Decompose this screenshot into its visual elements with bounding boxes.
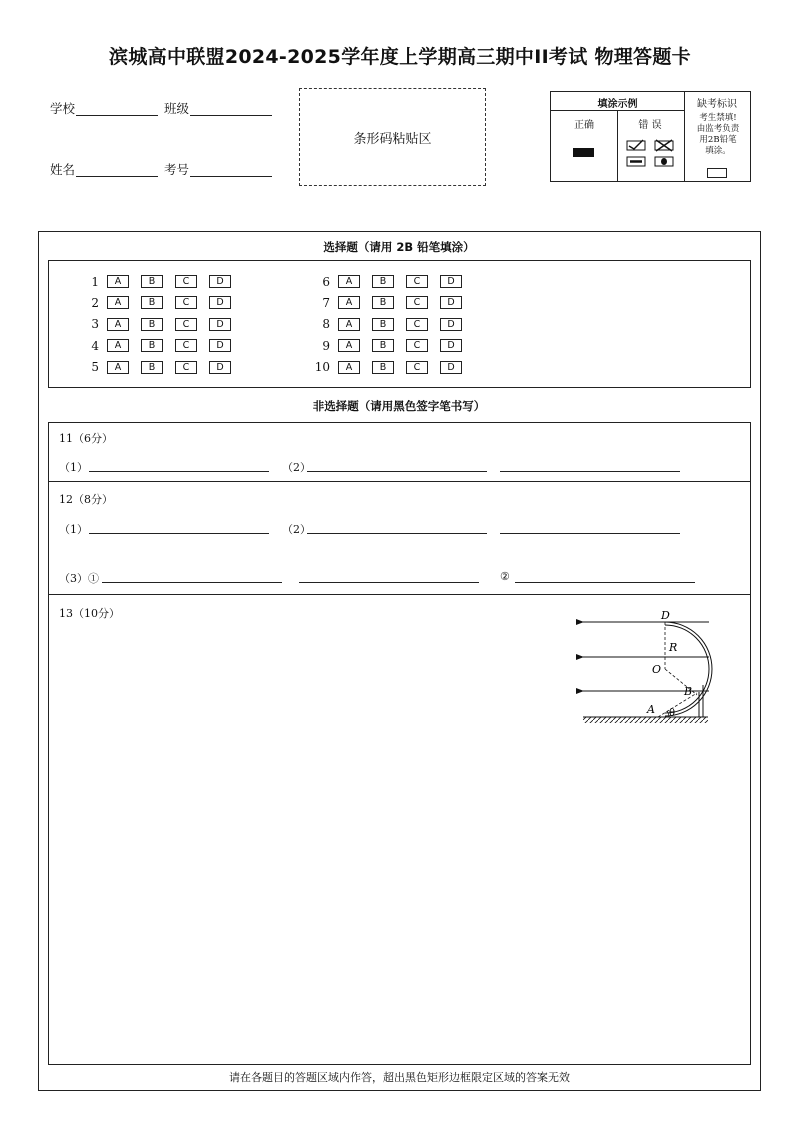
- name-field[interactable]: [76, 161, 158, 177]
- choice-question-row: [310, 359, 474, 376]
- absent-note: [686, 113, 750, 157]
- option-bubble-c[interactable]: C: [175, 361, 197, 374]
- question-number: 7: [322, 295, 330, 310]
- option-bubble-d[interactable]: D: [440, 296, 462, 309]
- option-bubble-b[interactable]: B: [372, 296, 394, 309]
- option-bubble-b[interactable]: B: [141, 318, 163, 331]
- option-bubble-c[interactable]: C: [406, 339, 428, 352]
- wrong-label: 错 误: [638, 120, 662, 131]
- q11-part2-label: （2）: [282, 461, 311, 474]
- exam-no-label: 考号: [164, 162, 190, 177]
- option-bubble-b[interactable]: B: [141, 339, 163, 352]
- option-bubble-a[interactable]: A: [338, 275, 360, 288]
- q12-answer-line-2[interactable]: [307, 533, 487, 534]
- q13-label: 13（10分）: [59, 607, 120, 620]
- absent-note-line-1: 考生禁填!: [699, 113, 737, 123]
- label-O: O: [652, 663, 662, 676]
- option-bubble-a[interactable]: A: [107, 318, 129, 331]
- q11-answer-line-3[interactable]: [500, 471, 680, 472]
- option-bubble-b[interactable]: B: [141, 275, 163, 288]
- question-number: 3: [91, 317, 99, 332]
- q12-answer-line-4[interactable]: [102, 582, 282, 583]
- q12-answer-line-3[interactable]: [500, 533, 680, 534]
- absent-title: 缺考标识: [697, 99, 737, 110]
- option-bubble-d[interactable]: D: [440, 361, 462, 374]
- choice-section-title: 选择题（请用 2B 铅笔填涂）: [323, 240, 475, 254]
- q11-label: 11（6分）: [59, 432, 113, 445]
- option-bubble-c[interactable]: C: [406, 275, 428, 288]
- q12-answer-line-1[interactable]: [89, 533, 269, 534]
- option-bubble-c[interactable]: C: [175, 318, 197, 331]
- option-bubble-b[interactable]: B: [372, 318, 394, 331]
- class-label: 班级: [164, 101, 190, 116]
- option-bubble-c[interactable]: C: [406, 318, 428, 331]
- option-bubble-d[interactable]: D: [440, 339, 462, 352]
- nonchoice-section-title: 非选择题（请用黑色签字笔书写）: [312, 399, 486, 413]
- q11-answer-line-1[interactable]: [89, 471, 269, 472]
- option-bubble-c[interactable]: C: [175, 339, 197, 352]
- option-bubble-c[interactable]: C: [406, 361, 428, 374]
- correct-fill-icon: [573, 148, 594, 157]
- option-bubble-d[interactable]: D: [440, 318, 462, 331]
- choice-question-row: [79, 316, 243, 333]
- question-number: 5: [91, 360, 99, 375]
- option-bubble-d[interactable]: D: [440, 275, 462, 288]
- option-bubble-d[interactable]: D: [209, 361, 231, 374]
- option-bubble-d[interactable]: D: [209, 339, 231, 352]
- fill-example-title: 填涂示例: [597, 99, 638, 110]
- option-bubble-c[interactable]: C: [175, 296, 197, 309]
- q12-answer-line-5[interactable]: [299, 582, 479, 583]
- option-bubble-a[interactable]: A: [107, 361, 129, 374]
- q12-part3-label: （3）①: [59, 572, 99, 585]
- absent-note-line-3: 用2B铅笔: [699, 135, 737, 145]
- label-D: D: [661, 609, 670, 622]
- choice-box: [48, 260, 751, 388]
- question-number: 6: [322, 274, 330, 289]
- option-bubble-a[interactable]: A: [338, 296, 360, 309]
- footer-note: 请在各题目的答题区域内作答，超出黑色矩形边框限定区域的答案无效: [229, 1071, 570, 1084]
- barcode-area: [299, 88, 486, 186]
- question-number: 1: [91, 274, 99, 289]
- option-bubble-a[interactable]: A: [107, 339, 129, 352]
- page-title: 滨城高中联盟2024-2025学年度上学期高三期中II考试 物理答题卡: [109, 46, 691, 68]
- option-bubble-b[interactable]: B: [141, 296, 163, 309]
- label-theta: θ: [669, 708, 676, 719]
- choice-question-row: [310, 294, 474, 311]
- q11-part1-label: （1）: [59, 461, 88, 474]
- option-bubble-a[interactable]: A: [338, 339, 360, 352]
- label-R: R: [669, 641, 678, 654]
- choice-question-row: [79, 337, 243, 354]
- option-bubble-d[interactable]: D: [209, 318, 231, 331]
- fill-example-box: [550, 91, 751, 182]
- question-number: 9: [322, 338, 330, 353]
- absent-note-line-2: 由监考负责: [696, 124, 740, 134]
- option-bubble-c[interactable]: C: [175, 275, 197, 288]
- option-bubble-b[interactable]: B: [372, 339, 394, 352]
- option-bubble-b[interactable]: B: [141, 361, 163, 374]
- absent-mark-box[interactable]: [707, 168, 727, 178]
- option-bubble-d[interactable]: D: [209, 275, 231, 288]
- wrong-fill-icons: [625, 138, 679, 170]
- choice-question-row: [310, 273, 474, 290]
- class-field[interactable]: [190, 100, 272, 116]
- label-A: A: [647, 703, 655, 716]
- question-number: 4: [91, 338, 99, 353]
- name-label: 姓名: [50, 162, 76, 177]
- q11-box: [48, 422, 751, 482]
- choice-question-row: [310, 337, 474, 354]
- q12-answer-line-6[interactable]: [515, 582, 695, 583]
- choice-column-2: [310, 273, 474, 380]
- q12-part1-label: （1）: [59, 523, 88, 536]
- q12-part3b-label: ②: [500, 570, 510, 583]
- choice-question-row: [79, 359, 243, 376]
- q12-box: [48, 482, 751, 595]
- question-number: 2: [91, 295, 99, 310]
- option-bubble-a[interactable]: A: [107, 296, 129, 309]
- answer-area: [38, 231, 761, 1091]
- absent-note-line-4: 填涂。: [705, 146, 731, 156]
- label-B: B: [684, 685, 693, 698]
- choice-question-row: [310, 316, 474, 333]
- option-bubble-b[interactable]: B: [372, 361, 394, 374]
- q13-box[interactable]: [48, 595, 751, 1065]
- option-bubble-b[interactable]: B: [372, 275, 394, 288]
- option-bubble-c[interactable]: C: [406, 296, 428, 309]
- option-bubble-a[interactable]: A: [338, 318, 360, 331]
- barcode-label: 条形码粘贴区: [353, 131, 432, 147]
- school-label: 学校: [50, 101, 76, 116]
- correct-label: 正确: [574, 120, 594, 131]
- q13-figure: [573, 605, 713, 733]
- question-number: 10: [314, 360, 330, 375]
- option-bubble-a[interactable]: A: [338, 361, 360, 374]
- question-number: 8: [322, 317, 330, 332]
- option-bubble-d[interactable]: D: [209, 296, 231, 309]
- choice-question-row: [79, 294, 243, 311]
- q11-answer-line-2[interactable]: [307, 471, 487, 472]
- choice-question-row: [79, 273, 243, 290]
- q12-label: 12（8分）: [59, 493, 113, 506]
- option-bubble-a[interactable]: A: [107, 275, 129, 288]
- q12-part2-label: （2）: [282, 523, 311, 536]
- school-field[interactable]: [76, 100, 158, 116]
- exam-no-field[interactable]: [190, 161, 272, 177]
- choice-column-1: [79, 273, 243, 380]
